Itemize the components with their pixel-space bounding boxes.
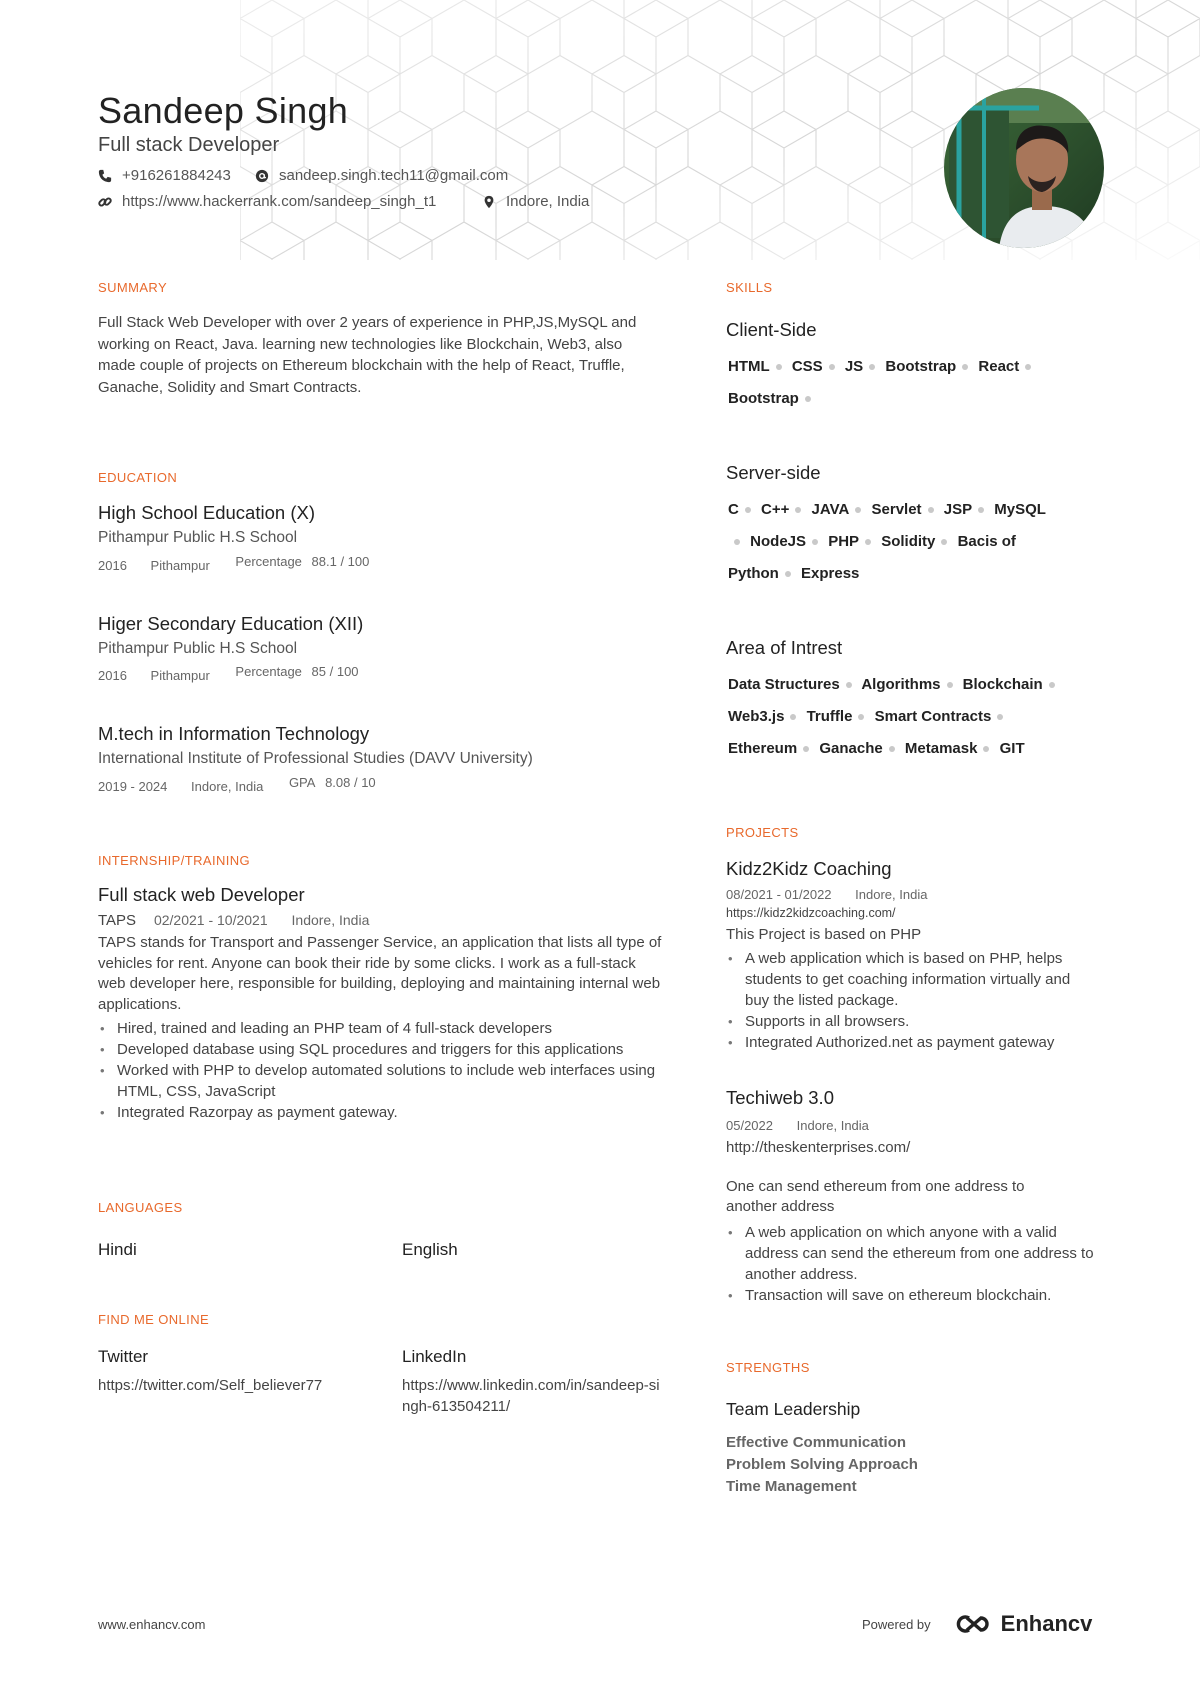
language-item: Hindi — [98, 1240, 137, 1259]
skill-tag: Bacis of Python — [728, 533, 1016, 582]
skill-separator-dot — [997, 714, 1003, 720]
list-item: • Hired, trained and leading an PHP team of 4 full-stack developers — [98, 1018, 668, 1039]
skill-separator-dot — [869, 364, 875, 370]
skill-separator-dot — [790, 714, 796, 720]
skill-tag: PHP — [828, 533, 860, 550]
list-item: • Worked with PHP to develop automated solutions to include web interfaces using HTML, CSS, JavaScript — [98, 1060, 668, 1102]
skill-separator-dot — [785, 571, 791, 577]
skill-separator-dot — [941, 539, 947, 545]
twitter-link[interactable]: https://twitter.com/Self_believer77 — [98, 1377, 323, 1394]
project-location: Indore, India — [796, 1118, 869, 1133]
footer-website[interactable]: www.enhancv.com — [98, 1617, 206, 1632]
project-location: Indore, India — [855, 887, 928, 902]
skill-separator-dot — [889, 746, 895, 752]
skill-separator-dot — [865, 539, 871, 545]
education-school: Pithampur Public H.S School — [98, 529, 298, 546]
skill-separator-dot — [795, 507, 801, 513]
skill-tag: C++ — [761, 501, 790, 518]
education-date: 2019 - 2024 — [98, 779, 168, 794]
education-score: 8.08 / 10 — [325, 775, 376, 790]
skill-tag: Metamask — [904, 740, 978, 757]
skill-separator-dot — [805, 396, 811, 402]
website-contact[interactable] — [98, 193, 436, 210]
strengths-heading: STRENGTHS — [726, 1360, 810, 1375]
skill-separator-dot — [978, 507, 984, 513]
strength-item: Time Management — [726, 1478, 857, 1495]
internship-date: 02/2021 - 10/2021 — [153, 912, 268, 928]
skill-tag: JS — [844, 358, 864, 375]
brand-name: Enhancv — [1000, 1611, 1093, 1636]
skill-tag: Ethereum — [728, 740, 798, 757]
list-item: • Integrated Razorpay as payment gateway. — [98, 1102, 668, 1123]
skill-separator-dot — [962, 364, 968, 370]
education-location: Indore, India — [191, 779, 264, 794]
internship-meta — [98, 912, 369, 929]
online-name-linkedin: LinkedIn — [402, 1347, 467, 1366]
skill-separator-dot — [829, 364, 835, 370]
skill-separator-dot — [803, 746, 809, 752]
education-location: Pithampur — [150, 668, 210, 683]
skill-tag: NodeJS — [750, 533, 807, 550]
strength-item: Effective Communication — [726, 1434, 907, 1451]
skill-tag: HTML — [728, 358, 770, 375]
footer-branding — [862, 1611, 1092, 1637]
education-school: International Institute of Professional Studies (DAVV University) — [98, 750, 533, 767]
skill-separator-dot — [1025, 364, 1031, 370]
skill-tag: Data Structures — [728, 676, 840, 693]
powered-by-text: Powered by — [862, 1616, 931, 1632]
skill-tag: CSS — [791, 358, 823, 375]
skill-list — [728, 494, 1058, 590]
internship-description: TAPS stands for Transport and Passenger Service, an application that lists all type of vehicles for rent. Anyone can book their ride by some clicks. I work as a full-stack web developer here, responsible for building, deploying and maintaining internal web applications. — [98, 934, 662, 1013]
skill-group-title: Server-side — [726, 462, 821, 483]
summary-heading: SUMMARY — [98, 280, 168, 295]
skill-tag: MySQL — [994, 501, 1046, 518]
list-item: • Developed database using SQL procedures and triggers for this applications — [98, 1039, 668, 1060]
skill-group-title: Client-Side — [726, 319, 817, 340]
education-date: 2016 — [98, 558, 127, 573]
internship-heading: INTERNSHIP/TRAINING — [98, 853, 251, 868]
language-item: English — [402, 1240, 458, 1259]
location-contact — [482, 193, 589, 210]
education-school: Pithampur Public H.S School — [98, 640, 298, 657]
internship-company: TAPS — [98, 912, 137, 929]
skill-tag: Algorithms — [861, 676, 941, 693]
project-meta — [726, 1118, 869, 1133]
project-date: 08/2021 - 01/2022 — [726, 887, 832, 902]
skill-tag: Express — [801, 565, 860, 582]
link-icon — [98, 195, 112, 209]
location-text: Indore, India — [506, 193, 590, 210]
phone-number: +916261884243 — [122, 167, 231, 184]
skill-separator-dot — [983, 746, 989, 752]
skill-tag: React — [978, 358, 1020, 375]
languages-heading: LANGUAGES — [98, 1200, 183, 1215]
education-score-label: Percentage — [235, 554, 302, 569]
skill-separator-dot — [745, 507, 751, 513]
skill-separator-dot — [734, 539, 740, 545]
online-name-twitter: Twitter — [98, 1347, 149, 1366]
internship-location: Indore, India — [291, 912, 370, 928]
skill-tag: Truffle — [806, 708, 853, 725]
education-meta — [98, 554, 370, 573]
education-score: 88.1 / 100 — [311, 554, 370, 569]
skill-tag: Servlet — [871, 501, 922, 518]
skill-list — [728, 669, 1078, 765]
education-location: Pithampur — [150, 558, 210, 573]
skill-tag: JAVA — [811, 501, 850, 518]
education-degree: M.tech in Information Technology — [98, 723, 370, 744]
skill-separator-dot — [858, 714, 864, 720]
project-url[interactable]: https://kidz2kidzcoaching.com/ — [726, 906, 896, 920]
summary-text: Full Stack Web Developer with over 2 years of experience in PHP,JS,MySQL and working on React, Java. learning new technologies like Blockchain, Web3, also made couple of projects on Ethereum blockchain with the help of React, Truffle, Ganache, Solidity and Smart Contracts. — [98, 314, 637, 396]
project-meta — [726, 887, 927, 902]
skill-tag: GIT — [999, 740, 1025, 757]
skill-group-title: Area of Intrest — [726, 637, 843, 658]
project-bullets — [726, 948, 1096, 1053]
education-meta — [98, 775, 376, 794]
list-item: • Integrated Authorized.net as payment gateway — [726, 1032, 1096, 1053]
candidate-name: Sandeep Singh — [98, 90, 349, 131]
linkedin-link[interactable]: https://www.linkedin.com/in/sandeep-singh-613504211/ — [402, 1377, 660, 1415]
at-icon — [255, 169, 269, 183]
internship-role: Full stack web Developer — [98, 884, 305, 905]
skill-tag: Web3.js — [728, 708, 785, 725]
email-address: sandeep.singh.tech11@gmail.com — [279, 167, 509, 184]
projects-heading: PROJECTS — [726, 825, 799, 840]
project-bullets — [726, 1222, 1096, 1306]
online-heading: FIND ME ONLINE — [98, 1312, 210, 1327]
phone-icon — [98, 169, 112, 183]
skill-separator-dot — [846, 682, 852, 688]
email-contact[interactable] — [255, 167, 508, 184]
education-degree: High School Education (X) — [98, 502, 315, 523]
skill-tag: Smart Contracts — [874, 708, 992, 725]
education-heading: EDUCATION — [98, 470, 178, 485]
skill-separator-dot — [776, 364, 782, 370]
project-name: Techiweb 3.0 — [726, 1087, 834, 1108]
project-description: One can send ethereum from one address to another address — [726, 1178, 1025, 1215]
list-item: • Transaction will save on ethereum blockchain. — [726, 1285, 1096, 1306]
project-date: 05/2022 — [726, 1118, 773, 1133]
location-pin-icon — [482, 195, 496, 209]
skill-tag: JSP — [943, 501, 973, 518]
skill-separator-dot — [947, 682, 953, 688]
skill-tag: C — [728, 501, 739, 518]
candidate-title: Full stack Developer — [98, 134, 280, 156]
skill-tag: Solidity — [881, 533, 936, 550]
project-url[interactable]: http://theskenterprises.com/ — [726, 1139, 911, 1156]
skill-separator-dot — [855, 507, 861, 513]
skill-tag: Ganache — [819, 740, 883, 757]
education-degree: Higer Secondary Education (XII) — [98, 613, 364, 634]
internship-bullets — [98, 1018, 668, 1123]
skill-separator-dot — [928, 507, 934, 513]
list-item: • A web application on which anyone with a valid address can send the ethereum from one address to another address. — [726, 1222, 1096, 1285]
project-description: This Project is based on PHP — [726, 926, 922, 943]
website-url: https://www.hackerrank.com/sandeep_singh_t1 — [122, 193, 437, 210]
skills-heading: SKILLS — [726, 280, 773, 295]
strength-item: Problem Solving Approach — [726, 1456, 918, 1473]
skill-separator-dot — [1049, 682, 1055, 688]
skill-tag: Blockchain — [962, 676, 1043, 693]
education-date: 2016 — [98, 668, 127, 683]
skill-tag: Bootstrap — [885, 358, 957, 375]
profile-photo — [944, 88, 1104, 248]
education-score: 85 / 100 — [311, 664, 359, 679]
education-meta — [98, 664, 359, 683]
list-item: • Supports in all browsers. — [726, 1011, 1096, 1032]
list-item: • A web application which is based on PHP, helps students to get coaching information virtually and buy the listed package. — [726, 948, 1096, 1011]
skill-list — [728, 351, 1058, 415]
education-score-label: GPA — [288, 775, 316, 790]
project-name: Kidz2Kidz Coaching — [726, 858, 892, 879]
skill-separator-dot — [812, 539, 818, 545]
enhancv-logo-icon — [953, 1612, 993, 1636]
strength-title: Team Leadership — [726, 1399, 861, 1419]
education-score-label: Percentage — [235, 664, 302, 679]
skill-tag: Bootstrap — [728, 390, 799, 407]
phone-contact[interactable] — [98, 167, 231, 184]
